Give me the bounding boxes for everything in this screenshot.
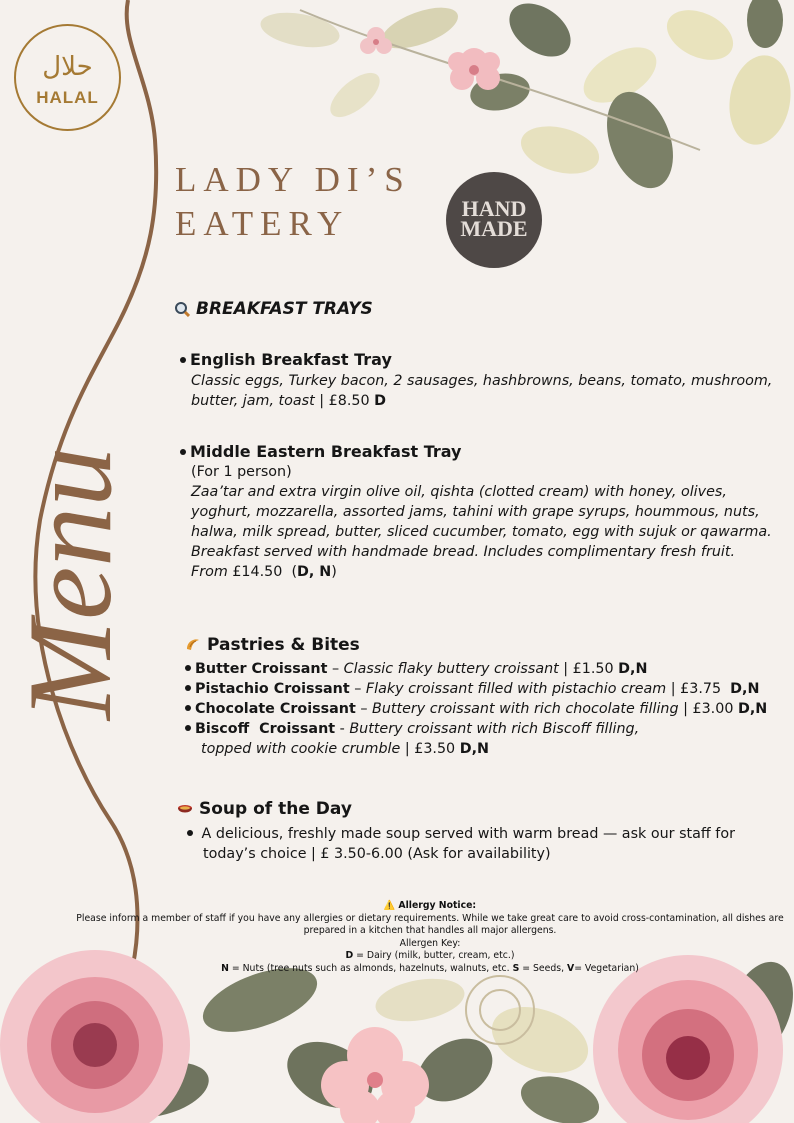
allergen-key-title: Allergen Key: [399, 937, 461, 949]
allergen-paren: ( [291, 564, 298, 580]
allergen-code: D [345, 950, 354, 962]
halal-arabic-text: حلال [42, 52, 93, 82]
pastry-price: | £3.00 [678, 701, 738, 717]
pastries-heading-text: Pastries & Bites [207, 635, 360, 655]
item-desc-line: Breakfast served with handmade bread. Includes complimentary fresh fruit. [191, 544, 736, 560]
item-desc-line: butter, jam, toast [191, 393, 315, 409]
bottom-floral-decoration [0, 950, 794, 1123]
pastry-item [185, 699, 767, 719]
pastry-item-continuation [185, 739, 767, 759]
item-allergen: D, N [297, 564, 332, 580]
pastry-desc: topped with cookie crumble [201, 741, 401, 757]
pastry-name: Biscoff Croissant [195, 721, 336, 737]
allergen-code: N [221, 962, 229, 974]
pastries-list [185, 659, 767, 759]
allergy-title: Allergy Notice: [398, 900, 477, 911]
title-line-1: LADY DI’S [175, 160, 411, 199]
item-desc-line: halwa, milk spread, butter, sliced cucumber, tomato, egg with sujuk or qawarma. [191, 524, 772, 540]
soup-description [187, 824, 735, 864]
pastry-price: | £1.50 [558, 661, 619, 677]
allergen-desc: = Nuts (tree nuts such as almonds, hazelnuts, walnuts, etc. [228, 962, 513, 974]
pastry-price: | £3.75 [666, 681, 731, 697]
handmade-stamp [446, 172, 542, 268]
allergy-notice [76, 900, 784, 976]
soup-heading-text: Soup of the Day [199, 799, 352, 819]
allergy-text-line: Please inform a member of staff if you have any allergies or dietary requirements. While we take great care to avoid cross-contamination, all dishes are [76, 912, 784, 924]
allergen-desc: = Seeds, [519, 962, 567, 974]
warning-icon: ⚠️ [383, 900, 396, 911]
allergen-desc: = Vegetarian) [574, 962, 639, 974]
svg-text:Menu: Menu [3, 446, 136, 720]
allergen-code: S [512, 962, 520, 974]
item-price: | £8.50 [319, 393, 370, 409]
pastry-desc: Buttery croissant with rich Biscoff filling, [349, 721, 640, 737]
soup-desc-line: today’s choice | £ 3.50-6.00 (Ask for availability) [203, 846, 551, 862]
title-line-2: EATERY [175, 204, 350, 243]
stamp-line-2: MADE [460, 216, 528, 241]
pastry-allergen: D,N [730, 681, 760, 697]
pastry-sep: – [355, 701, 373, 717]
soup-desc-line: A delicious, freshly made soup served with warm bread — ask our staff for [201, 826, 735, 842]
pastry-name: Chocolate Croissant [195, 701, 356, 717]
halal-label: HALAL [36, 88, 99, 107]
item-desc-line: Classic eggs, Turkey bacon, 2 sausages, hashbrowns, beans, tomato, mushroom, [191, 373, 773, 389]
pastry-price: | £3.50 [400, 741, 460, 757]
stamp-line-1: HAND [461, 196, 527, 221]
bullet [185, 725, 191, 731]
allergen-paren: ) [331, 564, 337, 580]
pastry-item [185, 679, 767, 699]
bullet [185, 685, 191, 691]
pastry-allergen: D,N [618, 661, 648, 677]
item-serving: (For 1 person) [191, 464, 292, 480]
allergen-desc: = Dairy (milk, butter, cream, etc.) [353, 950, 515, 962]
bullet [185, 665, 191, 671]
bullet [187, 830, 193, 836]
soup-bowl-icon [177, 801, 193, 817]
menu-script-text [0, 420, 170, 730]
item-desc-line: Zaa’tar and extra virgin olive oil, qishta (clotted cream) with honey, olives, [191, 484, 727, 500]
pastry-name: Pistachio Croissant [195, 681, 350, 697]
pastry-item [185, 659, 767, 679]
bullet [180, 357, 186, 363]
pastry-allergen: D,N [737, 701, 768, 717]
item-desc-line: yoghurt, mozzarella, assorted jams, tahini with grape syrups, hoummous, nuts, [191, 504, 760, 520]
allergy-text-line: prepared in a kitchen that handles all major allergens. [303, 925, 557, 937]
pastries-section-heading [185, 635, 360, 655]
bullet [185, 705, 191, 711]
middle-eastern-breakfast-item [180, 442, 772, 582]
pastry-allergen: D,N [459, 741, 489, 757]
pastry-name: Butter Croissant [195, 661, 328, 677]
halal-badge [14, 24, 121, 131]
restaurant-title [175, 158, 411, 246]
item-name: Middle Eastern Breakfast Tray [190, 442, 462, 461]
bullet [180, 449, 186, 455]
pastry-desc: Flaky croissant filled with pistachio cream [365, 681, 667, 697]
allergen-key-others [80, 963, 780, 976]
breakfast-section-heading [174, 299, 373, 319]
pastry-desc: Buttery croissant with rich chocolate filling [372, 701, 679, 717]
item-name: English Breakfast Tray [190, 350, 392, 369]
breakfast-heading-text: BREAKFAST TRAYS [196, 299, 373, 319]
pastry-item [185, 719, 767, 739]
item-allergen: D [374, 393, 386, 409]
pastry-sep: - [335, 721, 350, 737]
english-breakfast-item [180, 350, 772, 411]
soup-section-heading [177, 799, 352, 819]
pastry-desc: Classic flaky buttery croissant [343, 661, 559, 677]
magnifier-icon [174, 301, 190, 317]
pastry-sep: – [327, 661, 344, 677]
croissant-icon [185, 637, 201, 653]
item-price: £14.50 [232, 564, 283, 580]
allergen-key-dairy [80, 950, 780, 963]
item-from-label: From [191, 564, 228, 580]
pastry-sep: – [349, 681, 366, 697]
allergen-code: V [566, 962, 575, 974]
